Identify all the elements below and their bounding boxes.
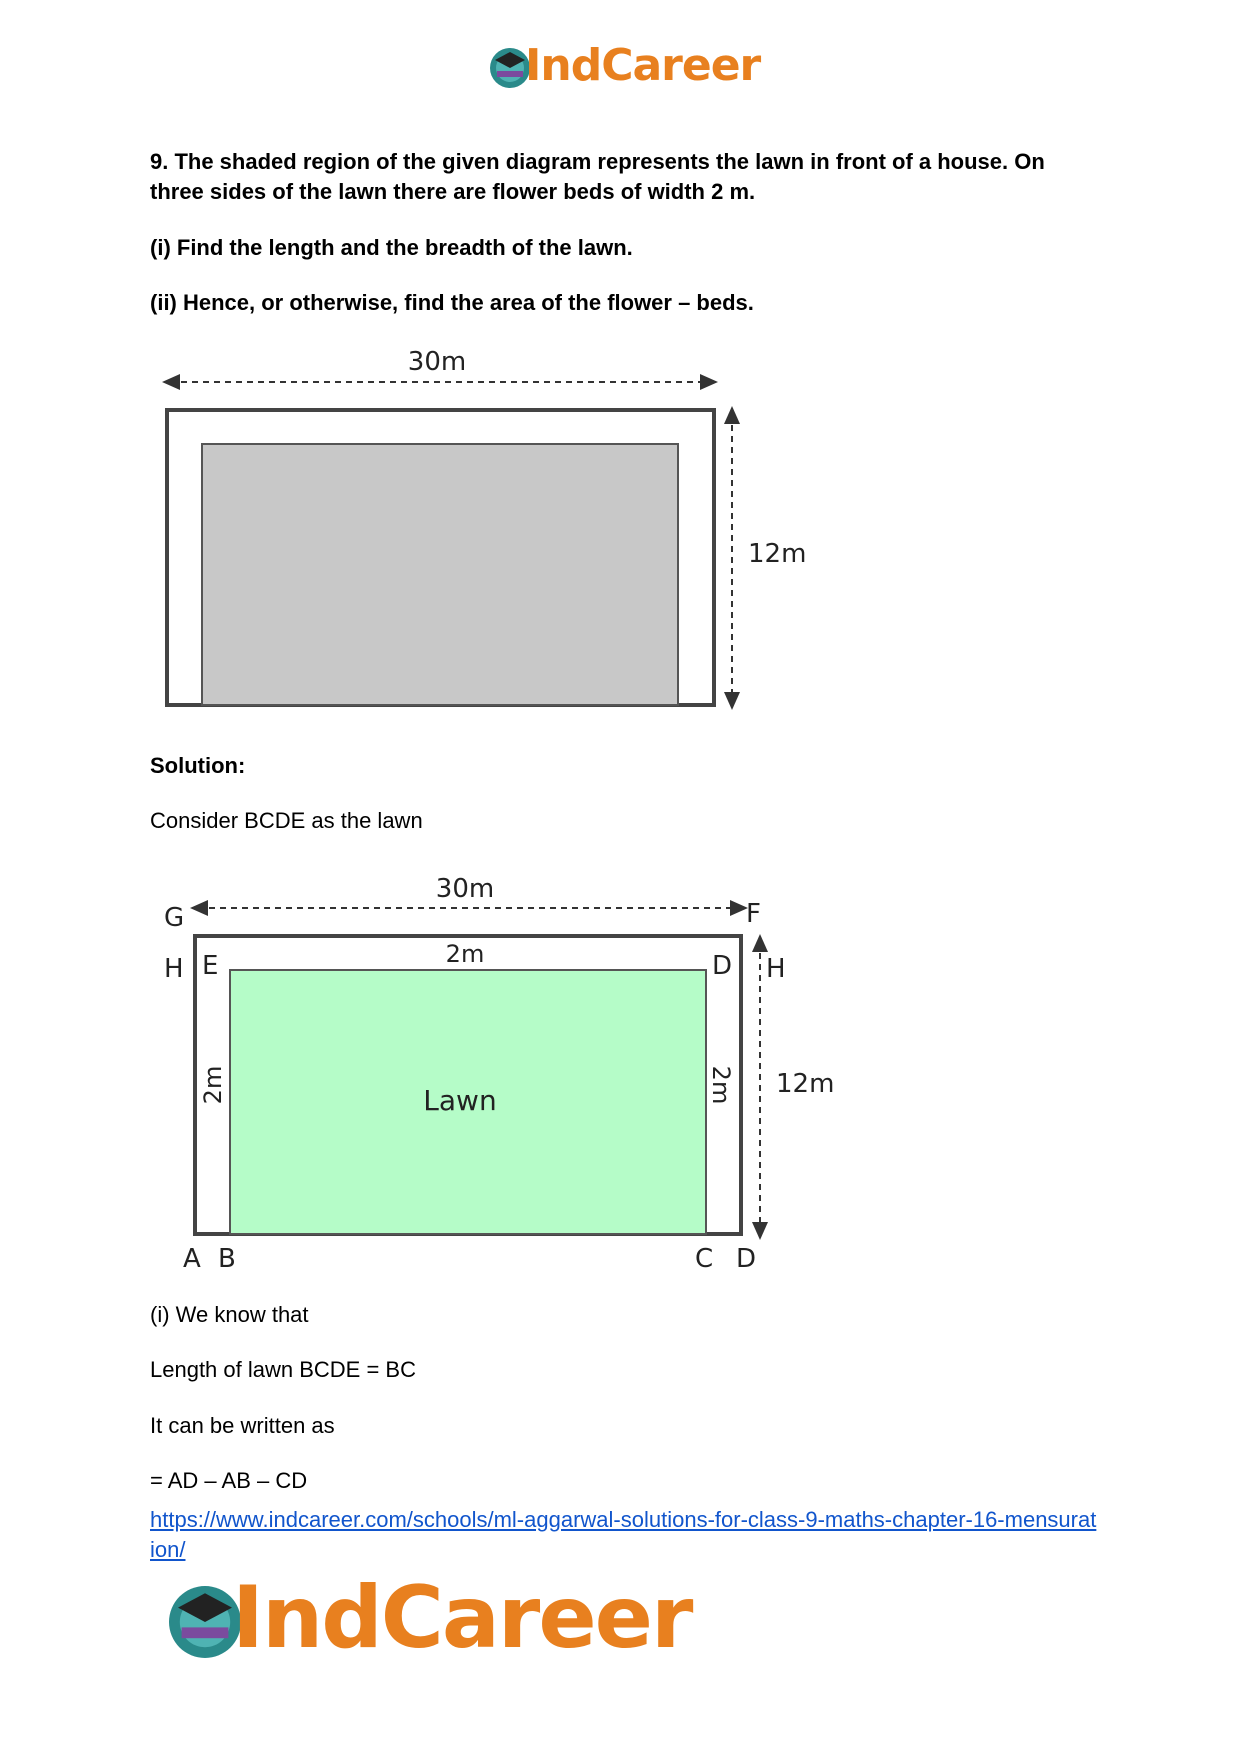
question-part-ii: (ii) Hence, or otherwise, find the area of the flower – beds.	[150, 290, 754, 315]
question-part-i: (i) Find the length and the breadth of the lawn.	[150, 235, 633, 260]
solution-line-1: (i) We know that	[150, 1302, 309, 1327]
point-c: C	[695, 1244, 714, 1270]
point-f: F	[746, 899, 761, 929]
point-d-top: D	[712, 951, 733, 981]
source-link[interactable]: https://www.indcareer.com/schools/ml-aggarwal-solutions-for-class-9-maths-chapter-16-mensuration/	[150, 1507, 1097, 1562]
solution-line-2: Length of lawn BCDE = BC	[150, 1357, 416, 1382]
height-label: 12m	[748, 539, 807, 569]
question-text: 9. The shaded region of the given diagram represents the lawn in front of a house. On three sides of the lawn there are flower beds of width 2 m.	[150, 149, 1045, 204]
right-bed-width-label: 2m	[707, 1065, 735, 1105]
height-label: 12m	[776, 1069, 835, 1099]
point-b: B	[218, 1244, 236, 1270]
logo-wordmark: IndCareer	[525, 40, 761, 91]
width-label: 30m	[407, 347, 467, 377]
shaded-lawn	[202, 444, 678, 705]
point-d-bottom: D	[736, 1244, 757, 1270]
header-logo	[485, 38, 765, 98]
top-bed-width-label: 2m	[445, 940, 485, 968]
solution-heading: Solution:	[150, 753, 246, 778]
point-h-left: H	[164, 954, 184, 984]
point-g: G	[164, 903, 185, 933]
left-bed-width-label: 2m	[199, 1065, 227, 1105]
solution-line-3: It can be written as	[150, 1413, 335, 1438]
footer-logo	[160, 1568, 700, 1672]
point-e: E	[202, 951, 219, 981]
solution-line-4: = AD – AB – CD	[150, 1468, 308, 1493]
point-h-right: H	[766, 954, 786, 984]
logo-wordmark: IndCareer	[232, 1568, 692, 1668]
solution-intro: Consider BCDE as the lawn	[150, 808, 423, 833]
figure-lawn-diagram	[150, 340, 830, 720]
figure-labelled-lawn-diagram	[150, 870, 870, 1270]
width-label: 30m	[435, 874, 495, 904]
point-a: A	[183, 1244, 201, 1270]
lawn-label: Lawn	[423, 1084, 497, 1117]
